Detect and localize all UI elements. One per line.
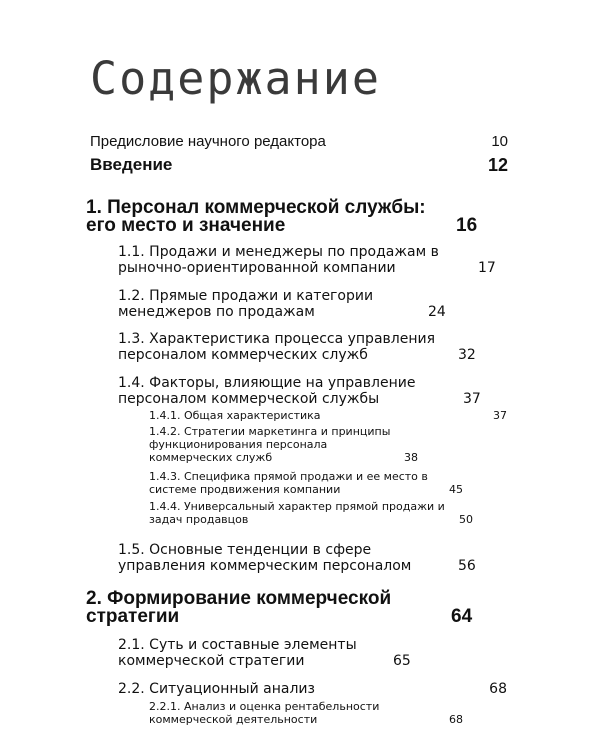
- toc-entry-2-2: [118, 681, 507, 697]
- toc-entry-2-1: [118, 637, 507, 669]
- toc-entry-1-4-4: [149, 500, 507, 526]
- toc-entry-page: 32: [458, 347, 476, 363]
- toc-entry-page: 68: [449, 713, 463, 726]
- toc-entry-page: 12: [487, 155, 508, 175]
- toc-entry-page: 45: [449, 483, 463, 496]
- toc-entry-page: 50: [459, 513, 473, 526]
- toc-entry-text: 1.4.2. Стратегии маркетинга и принципы функционирования персонала коммерческих служб: [149, 425, 391, 464]
- toc-entry-1-1: [118, 244, 507, 276]
- toc-entry-page: 56: [458, 558, 476, 574]
- toc-entry-text: 2. Формирование коммерческой стратегии: [86, 588, 392, 627]
- toc-entry-page: 24: [428, 304, 446, 320]
- toc-entry-1-4-2: [149, 425, 507, 464]
- toc-entry-1-4: [118, 375, 507, 407]
- toc-entry-page: 64: [451, 606, 473, 627]
- toc-entry-text: 2.1. Суть и составные элементы коммерческой стратегии: [118, 637, 357, 669]
- toc-entry-text: 2.2. Ситуационный анализ: [118, 681, 315, 697]
- toc-entry-1-5: [118, 542, 507, 574]
- toc-entry-text: 1. Персонал коммерческой службы: его место и значение: [86, 197, 426, 236]
- page-title: Содержание: [90, 52, 381, 105]
- toc-entry-intro: [90, 155, 508, 175]
- toc-entry-text: 1.1. Продажи и менеджеры по продажам в рыночно-ориентированной компании: [118, 244, 439, 276]
- toc-entry-text: Введение: [90, 155, 173, 174]
- toc-entry-1-4-1: [149, 409, 507, 422]
- toc-entry-preface: [90, 133, 508, 151]
- toc-entry-1-2: [118, 288, 507, 320]
- toc-entry-text: 1.4.1. Общая характеристика: [149, 409, 321, 422]
- toc-entry-chapter-1: [86, 193, 508, 235]
- toc-entry-text: Предисловие научного редактора: [90, 133, 326, 150]
- toc-entry-page: 17: [478, 260, 496, 276]
- toc-entry-text: 1.4.4. Универсальный характер прямой продажи и задач продавцов: [149, 500, 445, 526]
- toc-entry-text: 1.3. Характеристика процесса управления персоналом коммерческих служб: [118, 331, 436, 363]
- toc-entry-2-2-1: [149, 700, 507, 726]
- toc-entry-text: 1.4.3. Специфика прямой продажи и ее место в системе продвижения компании: [149, 470, 428, 496]
- toc-entry-1-4-3: [149, 470, 507, 496]
- toc-entry-page: 16: [456, 215, 478, 236]
- toc-entry-1-3: [118, 331, 507, 363]
- toc-entry-text: 1.2. Прямые продажи и категории менеджеров по продажам: [118, 288, 374, 320]
- toc-entry-text: 2.2.1. Анализ и оценка рентабельности коммерческой деятельности: [149, 700, 380, 726]
- toc-entry-page: 37: [493, 409, 507, 422]
- toc-entry-page: 37: [463, 391, 481, 407]
- toc-entry-chapter-2: [86, 590, 508, 626]
- toc-entry-text: 1.4. Факторы, влияющие на управление персоналом коммерческой службы: [118, 375, 416, 407]
- toc-entry-page: 68: [489, 681, 507, 697]
- toc-entry-page: 38: [404, 451, 418, 464]
- toc-entry-page: 65: [393, 653, 411, 669]
- toc-entry-page: 10: [491, 133, 508, 150]
- toc-entry-text: 1.5. Основные тенденции в сфере управления коммерческим персоналом: [118, 542, 412, 574]
